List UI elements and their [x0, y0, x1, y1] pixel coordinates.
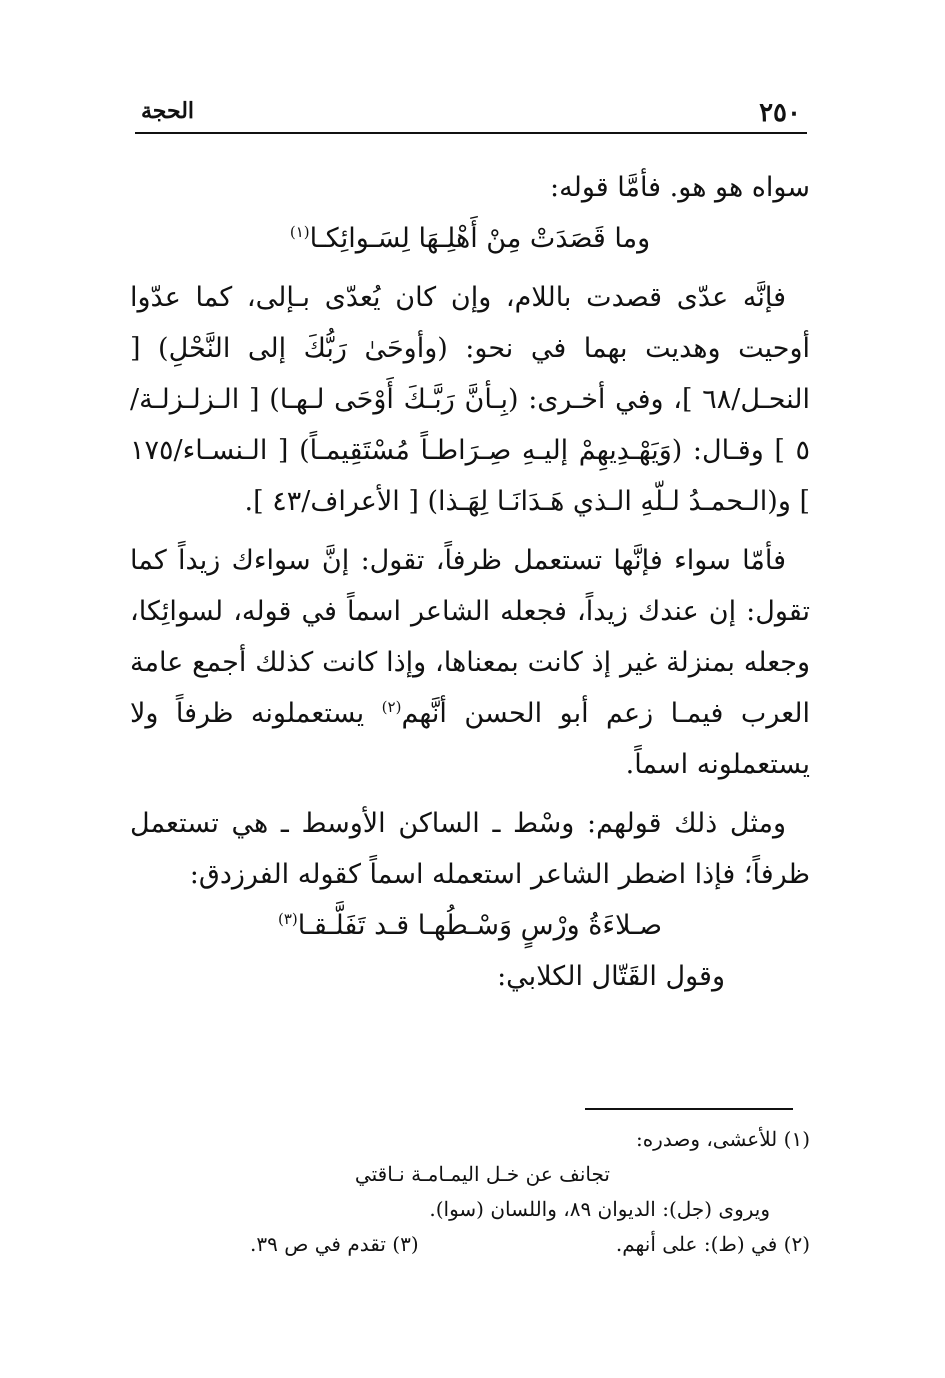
paragraph-text: فأمّا سواء فإنَّها تستعمل ظرفاً، تقول: إنَّ سواءك زيداً كما تقول: إن عندك زيداً، فجعله الشاعر اسماً في قوله، لسوائِكا، وجعله بمنزلة غير إذ كانت بمعناها، وإذا كانت كذلك أجمع عامة العرب فيمـا زعم أبو الحسن أنَّهم: [130, 545, 811, 729]
footnote-divider: [585, 1108, 793, 1110]
page-header: [135, 96, 807, 134]
verse-line: [130, 900, 810, 951]
footnote-1: (١) للأعشى، وصدره:: [635, 1127, 810, 1151]
paragraph-text: يستعملونه ظرفاً ولا يستعملونه اسماً.: [130, 698, 810, 780]
paragraph: فإنَّه عدّى قصدت باللام، وإن كان يُعدّى بـإلى، كما عدّوا أوحيت وهديت بهما في نحو: (وأوحَىٰ رَبُّكَ إلى النَّحْلِ) [ النحـل/٦٨ ]، وفي أخـرى: (بِـأنَّ رَبَّـكَ أَوْحَى لـهـا) [ الـزلـزلـة/٥ ] وقـال: (وَيَهْـدِيهِمْ إليـهِ صِـرَاطـاً مُسْتَقِيمـاً) [ الـنسـاء/١٧٥ ] و(الـحمـدُ لـلّهِ الـذي هَـدَانَـا لِهَـذا) [ الأعراف/٤٣ ].: [130, 282, 810, 517]
footnote-row: [250, 1227, 810, 1262]
footnote-3: (٣) تقدم في ص ٣٩.: [250, 1232, 419, 1256]
intro-line: سواه هو هو. فأمَّا قوله:: [550, 172, 810, 203]
footnote-marker: (٢): [381, 698, 402, 716]
footnote-marker: (١): [289, 223, 310, 241]
paragraph: ومثل ذلك قولهم: وسْط ـ الساكن الأوسط ـ هي تستعمل ظرفاً؛ فإذا اضطر الشاعر استعمله اسماً كقوله الفرزدق:: [130, 808, 810, 890]
footnote-marker: (٣): [277, 910, 298, 928]
main-text: [130, 162, 810, 1002]
footnote-2: (٢) في (ط): على أنهم.: [615, 1232, 810, 1256]
verse-text: صـلاءَةُ ورْسٍ وَسْـطُهـا قـد تَفَلَّـقـا: [297, 910, 663, 941]
page-number: ٢٥٠: [759, 98, 801, 128]
running-title: الحجة: [141, 98, 195, 124]
closing-line: وقول القَتّال الكلابي:: [497, 961, 725, 992]
footnote-1-verse: تجانف عن خـل اليمـامـة نـاقتي: [354, 1162, 610, 1186]
verse-text: وما قَصَدَتْ مِنْ أَهْلِـهَا لِسَـوائِكـا: [309, 223, 651, 254]
paragraph: [130, 535, 810, 790]
footnote-1-note: ويروى (جل): الديوان ٨٩، واللسان (سوا).: [429, 1197, 770, 1221]
footnotes: [250, 1122, 810, 1262]
verse-line: [130, 213, 810, 264]
